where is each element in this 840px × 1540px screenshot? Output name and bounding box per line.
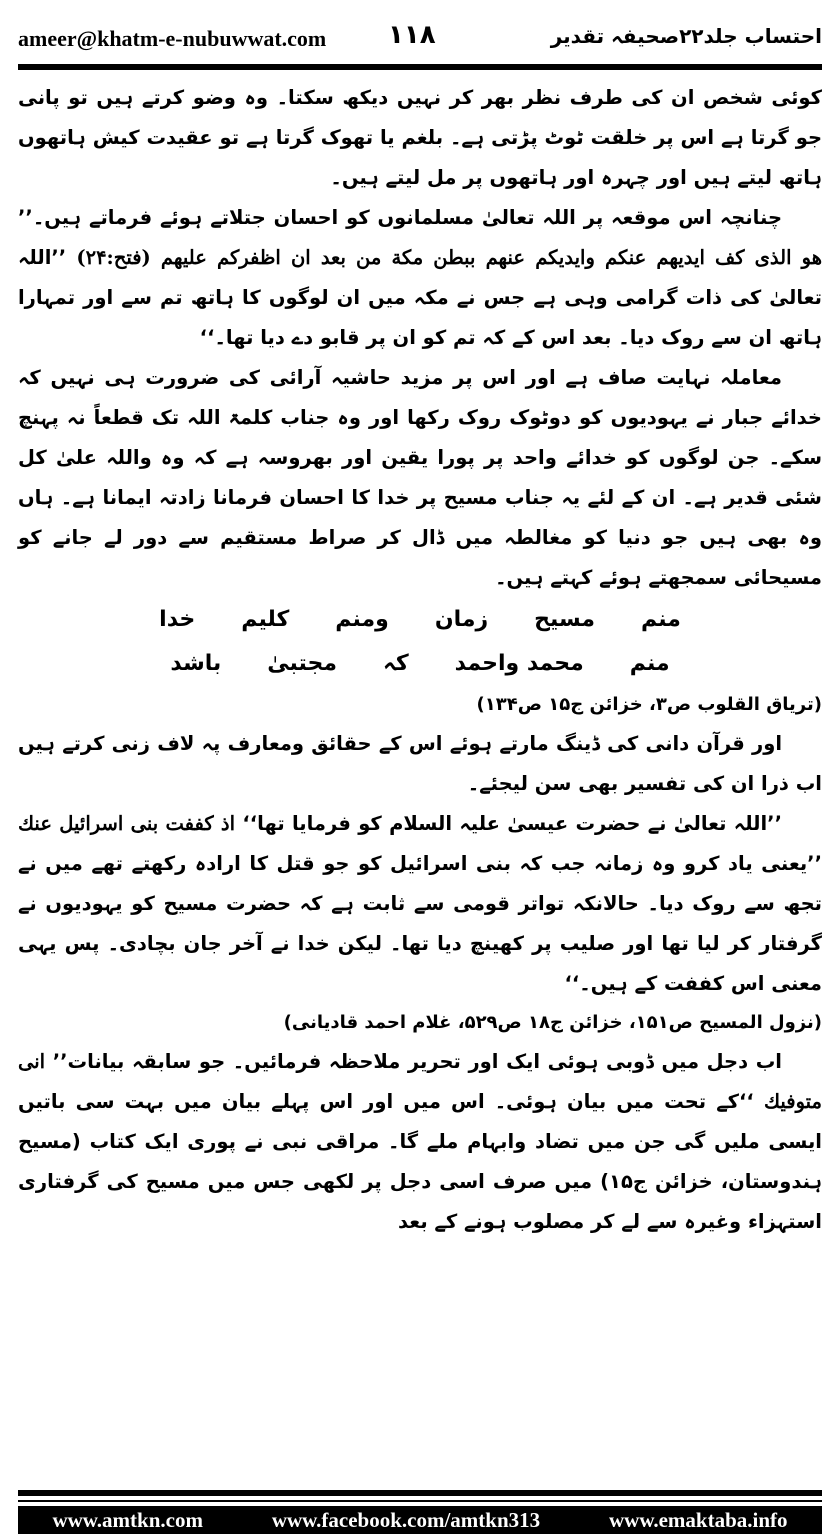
couplet-line-2	[18, 642, 822, 686]
couplet-word: محمد واحمد	[454, 651, 584, 676]
couplet-word: کہ	[382, 651, 409, 676]
running-title: احتساب جلد۲۲صحیفہ تقدیر	[550, 24, 822, 48]
couplet-line-1	[18, 598, 822, 642]
couplet-word: مجتبیٰ	[267, 651, 337, 676]
quran-verse-2: اذ کففت بنی اسرائیل عنك	[18, 812, 236, 835]
paragraph-4: اور قرآن دانی کی ڈینگ مارتے ہوئے اس کے حقائق ومعارف پہ لاف زنی کرتے ہیں اب ذرا ان کی تفسیر بھی سن لیجئے۔	[18, 732, 822, 795]
page-body	[18, 78, 822, 1242]
paragraph-6-rest: ‘‘کے تحت میں بیان ہوئی۔ اس میں اور اس پہلے بیان میں بہت سی باتیں ایسی ملیں گی جن میں تضاد وابہام ملے گا۔ مراقی نبی نے پوری ایک کتاب (مسیح ہندوستان، خزائن ج۱۵) میں صرف اسی دجل پر لکھی جس میں مسیح کی گرفتاری استہزاء وغیرہ سے لے کر مصلوب ہونے کے بعد	[18, 1090, 822, 1233]
paragraph-6	[18, 1042, 822, 1242]
header-rule	[18, 64, 822, 70]
paragraph-2	[18, 198, 822, 358]
couplet-word: منم	[629, 651, 670, 676]
verse-1-translation: ’’اللہ تعالیٰ کی ذات گرامی وہی ہے جس نے مکہ میں ان لوگوں کا ہاتھ تم سے اور تمہارا ہاتھ ان سے روک دیا۔ بعد اس کے کہ تم کو ان پر قابو دے دیا تھا۔‘‘	[18, 246, 822, 349]
page-number: ۱۱۸	[388, 20, 436, 50]
couplet-word: باشد	[170, 651, 222, 676]
reference-1: (تریاق القلوب ص۳، خزائن ج۱۵ ص۱۳۴)	[476, 694, 822, 715]
couplet-word: ومنم	[335, 607, 389, 632]
paragraph-5-rest: ’’یعنی یاد کرو وہ زمانہ جب کہ بنی اسرائیل کو جو قتل کا ارادہ رکھتے تھے میں نے تجھ سے روک دیا۔ حالانکہ تواتر قومی سے ثابت ہے کہ حضرت مسیح کو یہودیوں نے گرفتار کر لیا تھا اور صلیب پر کھینچ دیا تھا۔ لیکن خدا نے آخر جان بچادی۔ پس یہی معنی اس کففت کے ہیں۔‘‘	[18, 852, 822, 995]
header-email[interactable]: ameer@khatm-e-nubuwwat.com	[18, 26, 327, 51]
couplet-word: منم	[640, 607, 681, 632]
couplet-word: مسیح	[534, 607, 595, 632]
paragraph-1: کوئی شخص ان کی طرف نظر بھر کر نہیں دیکھ سکتا۔ وہ وضو کرتے ہیں تو پانی جو گرتا ہے اس پر خلقت ٹوٹ پڑتی ہے۔ بلغم یا تھوک گرتا ہے تو عقیدت کیش ہاتھوں ہاتھ لیتے ہیں اور چہرہ اور ہاتھوں پر مل لیتے ہیں۔	[18, 86, 822, 189]
footer-rule-thick	[18, 1490, 822, 1496]
paragraph-3: معاملہ نہایت صاف ہے اور اس پر مزید حاشیہ آرائی کی ضرورت ہی نہیں کہ خدائے جبار نے یہودیوں کو دوٹوک روک رکھا اور وہ جناب کلمۃ اللہ تک قطعاً نہ پہنچ سکے۔ جن لوگوں کو خدائے واحد پر پورا یقین اور بھروسہ ہے کہ وہ واللہ علیٰ کل شئی قدیر ہے۔ ان کے لئے یہ جناب مسیح پر خدا کا احسان فرمانا زادتہ ایمانا ہے۔ ہاں وہ بھی ہیں جو دنیا کو مغالطہ میں ڈال کر صراط مستقیم سے دور لے جانے کو مسیحائی سمجھتے ہوئے کہتے ہیں۔	[18, 366, 822, 589]
paragraph-6-intro: اب دجل میں ڈوبی ہوئی ایک اور تحریر ملاحظہ فرمائیں۔ جو سابقہ بیانات’’	[52, 1050, 782, 1073]
footer-link-emaktaba[interactable]: www.emaktaba.info	[609, 1507, 788, 1532]
paragraph-5-intro: ’’اللہ تعالیٰ نے حضرت عیسیٰ علیہ السلام کو فرمایا تھا‘‘	[242, 812, 782, 835]
footer-link-amtkn[interactable]: www.amtkn.com	[52, 1507, 203, 1532]
quran-verse-3: انی متوفیك	[18, 1050, 822, 1113]
footer-bar	[18, 1506, 822, 1534]
footer-rule-thin	[18, 1500, 822, 1502]
page-header	[18, 20, 822, 60]
footer-link-facebook[interactable]: www.facebook.com/amtkn313	[271, 1507, 541, 1532]
persian-couplet	[18, 598, 822, 686]
reference-2: (نزول المسیح ص۱۵۱، خزائن ج۱۸ ص۵۲۹، غلام احمد قادیانی)	[283, 1012, 822, 1033]
quran-verse-1: ھو الذی کف ایدیھم عنکم وایدیکم عنھم ببطن مکة من بعد ان اظفرکم علیھم (فتح:۲۴)	[76, 246, 822, 269]
paragraph-2-intro: چنانچہ اس موقعہ پر اللہ تعالیٰ مسلمانوں کو احسان جتلاتے ہوئے فرماتے ہیں۔’’	[18, 206, 782, 229]
couplet-word: خدا	[159, 607, 196, 632]
paragraph-5	[18, 804, 822, 1004]
couplet-word: زمان	[434, 607, 489, 632]
couplet-word: کلیم	[241, 607, 290, 632]
